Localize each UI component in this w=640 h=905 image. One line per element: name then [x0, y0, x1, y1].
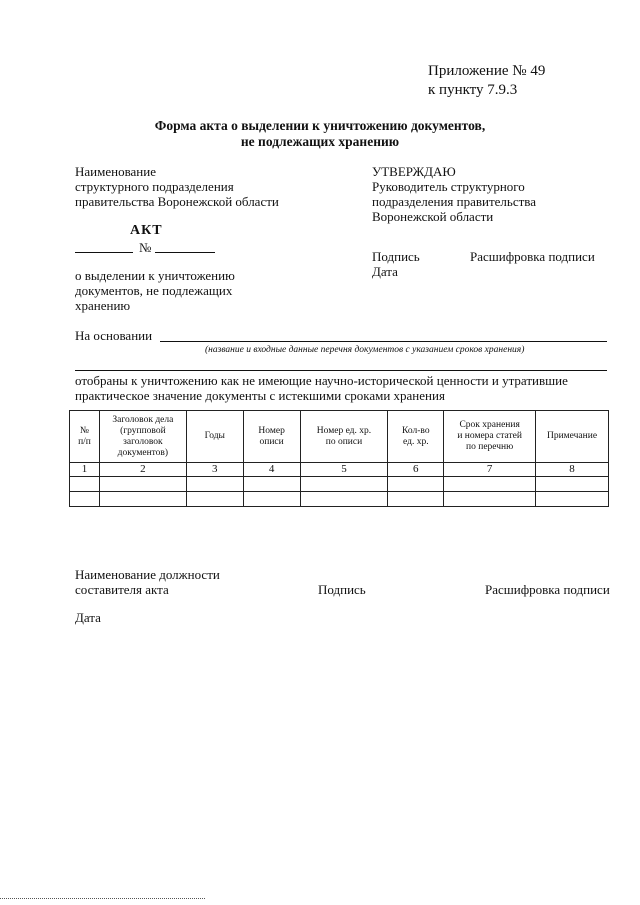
- act-subject-line-1: о выделении к уничтожению: [75, 268, 235, 283]
- approval-date-label: Дата: [372, 264, 398, 279]
- org-name-line-1: Наименование: [75, 164, 156, 179]
- column-number-cell: 6: [388, 463, 444, 477]
- table-header-col-8: [536, 411, 609, 463]
- column-number-row: [70, 463, 609, 477]
- header-text: по перечню: [466, 442, 514, 452]
- form-title-line-2: не подлежащих хранению: [240, 134, 400, 149]
- approval-line-2: подразделения правительства: [372, 194, 537, 209]
- appendix-reference: [428, 62, 545, 100]
- table-cell: [300, 477, 388, 492]
- table-cell: [243, 477, 300, 492]
- approval-line-3: Воронежской области: [372, 209, 494, 224]
- table-header-row: [70, 411, 609, 463]
- basis-blank-line-2: [75, 370, 607, 371]
- table-cell: [70, 477, 100, 492]
- header-text: №: [79, 425, 89, 436]
- approval-decoding-label: Расшифровка подписи: [470, 249, 595, 264]
- act-number-field: [75, 240, 225, 254]
- table-header-col-7: [444, 411, 536, 463]
- form-title: [0, 118, 640, 150]
- basis-label: На основании: [75, 328, 153, 343]
- number-sign: №: [139, 240, 152, 255]
- column-number-cell: 4: [243, 463, 300, 477]
- table-cell: [300, 492, 388, 507]
- column-number-cell: 2: [99, 463, 186, 477]
- compiler-position-line-1: Наименование должности: [75, 567, 220, 582]
- header-text: и номера статей: [457, 431, 522, 441]
- header-text: Кол-во: [402, 425, 430, 436]
- table-cell: [444, 477, 536, 492]
- column-number-cell: 3: [186, 463, 243, 477]
- table-cell: [243, 492, 300, 507]
- table-header-col-5: [300, 411, 388, 463]
- table-cell: [99, 492, 186, 507]
- column-number-cell: 1: [70, 463, 100, 477]
- header-text: Заголовок дела: [112, 414, 174, 425]
- header-text: Номер ед. хр.: [316, 425, 372, 436]
- compiler-position-line-2: составителя акта: [75, 582, 169, 597]
- selected-line-2: практическое значение документы с истекшими сроками хранения: [75, 388, 445, 403]
- table-cell: [536, 492, 609, 507]
- table-row: [70, 492, 609, 507]
- compiler-date-label: Дата: [75, 610, 101, 625]
- table-header-col-4: [243, 411, 300, 463]
- header-text: Номер: [258, 425, 285, 436]
- table-cell: [388, 492, 444, 507]
- table-header-col-3: [186, 411, 243, 463]
- header-text: Примечание: [546, 431, 598, 441]
- act-number-blank: [155, 252, 215, 253]
- form-title-line-1: Форма акта о выделении к уничтожению документов,: [154, 118, 486, 133]
- table-cell: [536, 477, 609, 492]
- table-header-col-6: [388, 411, 444, 463]
- organization-name-block: [75, 164, 305, 209]
- table-cell: [70, 492, 100, 507]
- table-cell: [186, 477, 243, 492]
- table-cell: [186, 492, 243, 507]
- act-title: АКТ: [130, 223, 163, 238]
- act-subject-line-2: документов, не подлежащих: [75, 283, 233, 298]
- approval-line-1: Руководитель структурного: [372, 179, 525, 194]
- footnote-rule: [0, 898, 205, 899]
- header-text: по описи: [325, 436, 363, 447]
- approval-block: [372, 164, 612, 224]
- table-header-col-1: [70, 411, 100, 463]
- header-text: Годы: [204, 431, 225, 441]
- header-text: п/п: [78, 436, 91, 447]
- org-name-line-3: правительства Воронежской области: [75, 194, 279, 209]
- basis-blank-line: [160, 341, 607, 342]
- selected-statement: [75, 373, 615, 403]
- act-date-blank: [75, 252, 133, 253]
- approval-heading: УТВЕРЖДАЮ: [372, 164, 456, 179]
- compiler-decoding-label: Расшифровка подписи: [485, 582, 610, 597]
- org-name-line-2: структурного подразделения: [75, 179, 234, 194]
- appendix-number: Приложение № 49: [428, 63, 546, 79]
- act-subject: [75, 268, 255, 313]
- act-subject-line-3: хранению: [75, 298, 131, 313]
- header-text: (групповой: [120, 425, 166, 436]
- compiler-position-label: [75, 567, 275, 597]
- table-cell: [388, 477, 444, 492]
- table-row: [70, 477, 609, 492]
- table-cell: [444, 492, 536, 507]
- header-text: заголовок: [123, 436, 163, 447]
- approval-signature-label: Подпись: [372, 249, 420, 264]
- column-number-cell: 8: [536, 463, 609, 477]
- column-number-cell: 5: [300, 463, 388, 477]
- basis-hint: (название и входные данные перечня документов с указанием сроков хранения): [205, 345, 525, 355]
- column-number-cell: 7: [444, 463, 536, 477]
- appendix-clause: к пункту 7.9.3: [428, 82, 518, 98]
- table-header-col-2: [99, 411, 186, 463]
- selected-line-1: отобраны к уничтожению как не имеющие научно-исторической ценности и утратившие: [75, 373, 568, 388]
- documents-table: [69, 410, 609, 507]
- header-text: документов): [117, 447, 169, 458]
- table-cell: [99, 477, 186, 492]
- compiler-signature-label: Подпись: [318, 582, 366, 597]
- header-text: Срок хранения: [459, 420, 520, 430]
- header-text: описи: [259, 436, 284, 447]
- header-text: ед. хр.: [403, 436, 429, 447]
